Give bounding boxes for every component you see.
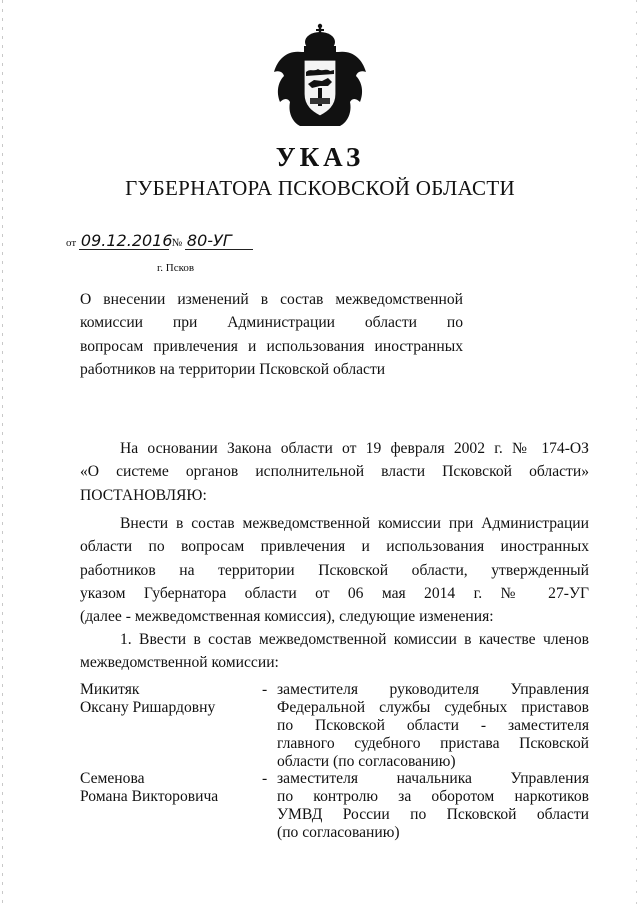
position-line: области (по согласованию) <box>277 753 456 770</box>
paragraph-line: Внести в состав межведомственной комиссии при Администрации <box>120 515 589 532</box>
item-line: межведомственной комиссии: <box>80 654 279 672</box>
preamble-line: На основании Закона области от 19 февраля 2002 г. № 174-ОЗ <box>120 440 589 457</box>
decree-subject <box>80 288 463 381</box>
member-dash: - <box>262 770 268 787</box>
member-given-names: Романа Викторовича <box>80 788 219 805</box>
subject-line: комиссии при Администрации области по <box>80 314 463 332</box>
position-line: по Псковской области - заместителя <box>277 717 589 734</box>
paragraph-main <box>80 512 589 628</box>
member-given-names: Оксану Ришардовну <box>80 699 216 716</box>
resolve-word: ПОСТАНОВЛЯЮ: <box>80 486 207 504</box>
item-line: 1. Ввести в состав межведомственной комиссии в качестве членов <box>120 631 589 648</box>
item-1 <box>80 628 589 675</box>
position-line: (по согласованию) <box>277 824 400 841</box>
decree-issuer: ГУБЕРНАТОРА ПСКОВСКОЙ ОБЛАСТИ <box>125 176 515 200</box>
date-from-label: от <box>66 237 77 249</box>
position-line: УМВД России по Псковской области <box>277 806 589 823</box>
preamble-line: «О системе органов исполнительной власти Псковской области» <box>80 463 589 481</box>
position-line: заместителя руководителя Управления <box>277 681 589 698</box>
paragraph-line: области по вопросам привлечения и использования иностранных <box>80 538 589 556</box>
member-surname: Микитяк <box>80 681 140 698</box>
paragraph-line: указом Губернатора области от 06 мая 2014 г. № 27-УГ <box>80 584 589 602</box>
number-label: № <box>171 237 183 249</box>
subject-line: вопросам привлечения и использования иностранных <box>80 337 463 355</box>
subject-line: работников на территории Псковской области <box>80 360 386 378</box>
subject-line: О внесении изменений в состав межведомственной <box>80 291 463 308</box>
handwritten-number: 80-УГ <box>185 232 253 250</box>
handwritten-date: 09.12.2016 <box>80 231 173 250</box>
position-line: главного судебного пристава Псковской <box>277 735 589 752</box>
member-position <box>277 770 589 842</box>
position-line: заместителя начальника Управления <box>277 770 589 787</box>
decree-dateline <box>66 232 253 250</box>
scan-edge-left <box>2 0 3 905</box>
member-name <box>80 770 250 806</box>
member-dash: - <box>262 681 268 698</box>
position-line: Федеральной службы судебных приставов <box>277 699 589 716</box>
position-line: по контролю за оборотом наркотиков <box>277 788 589 805</box>
member-position <box>277 681 589 771</box>
city-label: г. Псков <box>157 262 195 274</box>
pskov-coat-of-arms-emblem <box>270 22 370 132</box>
scan-edge-right <box>636 0 637 905</box>
paragraph-line: работников на территории Псковской области, утвержденный <box>80 561 589 579</box>
decree-title: УКАЗ <box>275 142 365 172</box>
member-name <box>80 681 250 717</box>
paragraph-line: (далее - межведомственная комиссия), следующие изменения: <box>80 608 494 626</box>
preamble <box>80 437 589 507</box>
member-surname: Семенова <box>80 770 145 787</box>
